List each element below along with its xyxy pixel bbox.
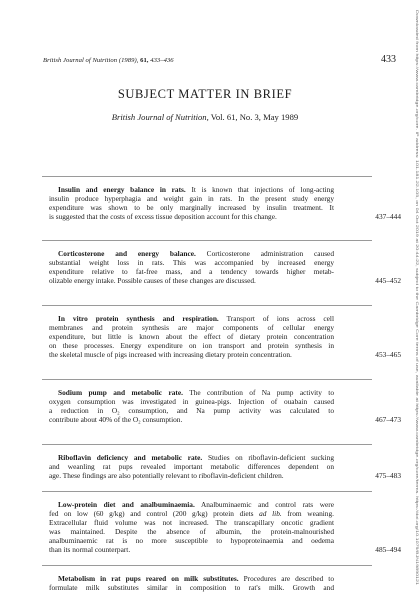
page-title: SUBJECT MATTER IN BRIEF <box>117 87 293 101</box>
page-number: 433 <box>381 54 396 65</box>
entry-heading: In vitro protein synthesis and respiration. <box>58 314 219 323</box>
entry-line: expenditure, but little is known about the effect of dietary protein concentration <box>49 332 334 341</box>
entry-line: and weanling rat pups revealed important metabolic differences dependent on <box>49 462 334 471</box>
entry-first-line: Insulin and energy balance in rats. It is known that injections of long-acting <box>58 185 334 194</box>
subtitle-journal: British Journal of Nutrition, <box>111 112 209 122</box>
summary-entry-milk-substitutes <box>49 574 401 592</box>
section-divider <box>42 176 372 177</box>
entry-line: the skeletal muscle of pigs increased with increasing dietary protein concentration. <box>49 350 292 359</box>
summary-entry-riboflavin <box>49 453 401 480</box>
entry-line: membranes and protein synthesis are major components of cellular energy <box>49 323 334 332</box>
summary-entry-analbuminaemia <box>49 500 401 554</box>
entry-first-line: Sodium pump and metabolic rate. The contribution of Na pump activity to <box>58 388 334 397</box>
entry-heading: Corticosterone and energy balance. <box>58 249 196 258</box>
summary-entry-sodium-pump <box>49 388 401 424</box>
entry-first-line: Low-protein diet and analbuminaemia. Analbuminaemic and control rats were <box>58 500 334 509</box>
running-head-volume: 61, <box>140 57 149 64</box>
entry-page-range: 485–494 <box>375 545 401 554</box>
subtitle-issue: Vol. 61, No. 3, May 1989 <box>210 112 299 122</box>
running-head-pages: 433–436 <box>150 57 174 64</box>
entry-text <box>49 314 334 359</box>
entry-heading: Insulin and energy balance in rats. <box>58 185 186 194</box>
section-divider <box>42 565 372 566</box>
entry-line: oxygen consumption was investigated in guinea-pigs. Injection of ouabain caused <box>49 397 334 406</box>
summary-entry-protein-synthesis <box>49 314 401 359</box>
entry-line: fed on low (60 g/kg) and control (200 g/kg) protein diets ad lib. from weaning. <box>49 509 334 518</box>
entry-line: formulate milk substitutes similar in composition to rat's milk. Growth and <box>49 583 334 592</box>
summary-entry-insulin <box>49 185 401 221</box>
entry-page-range: 445–452 <box>375 276 401 285</box>
entry-line: than its normal counterpart. <box>49 545 131 554</box>
entry-page-range: 437–444 <box>375 212 401 221</box>
page-subtitle <box>0 112 410 122</box>
entry-line: olizable energy intake. Possible causes of these changes are discussed. <box>49 276 256 285</box>
entry-first-line: In vitro protein synthesis and respiration. Transport of ions across cell <box>58 314 334 323</box>
entry-heading: Metabolism in rat pups reared on milk substitutes. <box>58 574 239 583</box>
entry-line: a reduction in O₂ consumption, and Na pump activity was calculated to <box>49 406 334 415</box>
entry-line: substantial weight loss in rats. This was accompanied by increased energy <box>49 258 334 267</box>
section-divider <box>42 444 372 445</box>
entry-line: age. These findings are also potentially relevant to riboflavin-deficient children. <box>49 471 284 480</box>
download-watermark <box>410 8 418 588</box>
entry-heading: Low-protein diet and analbuminaemia. <box>58 500 195 509</box>
entry-page-range: 475–483 <box>375 471 401 480</box>
section-divider <box>42 491 372 492</box>
entry-text <box>49 185 334 221</box>
entry-line: on these processes. Energy expenditure on ion transport and protein synthesis in <box>49 341 334 350</box>
entry-line: insulin produce hyperphagia and weight gain in rats. In the present study energy <box>49 194 334 203</box>
section-divider <box>42 305 372 306</box>
section-divider <box>42 240 372 241</box>
summary-entry-corticosterone <box>49 249 401 285</box>
entry-first-line: Corticosterone and energy balance. Corticosterone administration caused <box>58 249 334 258</box>
entry-heading: Riboflavin deficiency and metabolic rate. <box>58 453 203 462</box>
running-head-journal: British Journal of Nutrition (1989), <box>43 57 139 64</box>
watermark-text: Downloaded from https://www.cambridge.org/core. IP address: 101.181.22.105, on 04 Oct 2019 at 20:44:22, subject to the Cambridge Core terms of use, available at https://www.cambridge.org/core/terms. https://doi.org/10.1079/BJN19890121 <box>415 10 419 396</box>
entry-heading: Sodium pump and metabolic rate. <box>58 388 183 397</box>
entry-line: analbuminaemic rat is no more susceptible to hypoproteinaemia and oedema <box>49 536 334 545</box>
entry-line: is suggested that the costs of excess tissue deposition account for this change. <box>49 212 277 221</box>
entry-text <box>49 388 334 424</box>
entry-page-range: 467–473 <box>375 415 401 424</box>
entry-first-line: Metabolism in rat pups reared on milk substitutes. Procedures are described to <box>58 574 335 583</box>
running-head <box>43 57 174 64</box>
entry-line: was maintained. Despite the absence of albumin, the protein-malnourished <box>49 527 334 536</box>
entry-line: expenditure relative to fat-free mass, and a tendency towards higher metab- <box>49 267 334 276</box>
entry-text <box>49 249 334 285</box>
entry-line: contribute about 40% of the O₂ consumption. <box>49 415 183 424</box>
entry-page-range: 453–465 <box>375 350 401 359</box>
section-divider <box>42 379 372 380</box>
entry-text <box>49 453 334 480</box>
entry-text <box>49 574 334 592</box>
entry-line: Extracellular fluid volume was not increased. The transcapillary oncotic gradient <box>49 518 334 527</box>
entry-first-line: Riboflavin deficiency and metabolic rate. Studies on riboflavin-deficient sucking <box>58 453 334 462</box>
entry-text <box>49 500 334 554</box>
entry-line: expenditure was shown to be only marginally increased by insulin treatment. It <box>49 203 334 212</box>
